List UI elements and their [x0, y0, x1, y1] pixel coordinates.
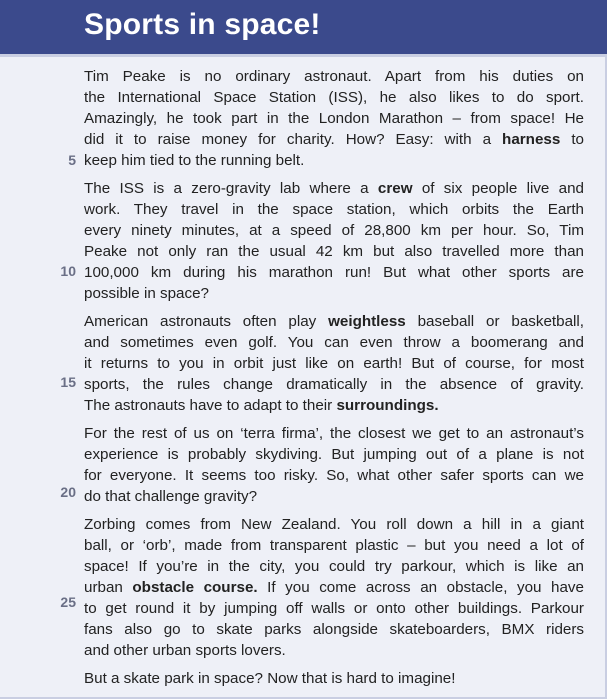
text-line [84, 619, 584, 640]
article-body [84, 66, 584, 696]
line-number: 25 [60, 594, 76, 610]
text-run: urban [84, 579, 133, 596]
text-line [84, 283, 584, 304]
text-line [84, 129, 584, 150]
text-line [84, 598, 584, 619]
text-line [84, 87, 584, 108]
text-line [84, 465, 584, 486]
text-run: The ISS is a zero-gravity lab where a [84, 180, 378, 197]
text-run: keep him tied to the running belt. [84, 152, 305, 169]
text-line [84, 395, 584, 416]
text-run: 100,000 km during his marathon run! But what other sports are [84, 264, 584, 281]
text-line [84, 108, 584, 129]
text-line [84, 556, 584, 577]
text-run: fans also go to skate parks alongside skateboarders, BMX riders [84, 621, 584, 638]
paragraph [84, 423, 584, 507]
text-run: possible in space? [84, 285, 209, 302]
paragraph [84, 311, 584, 416]
text-run: The astronauts have to adapt to their [84, 397, 337, 414]
text-line [84, 66, 584, 87]
text-line [84, 444, 584, 465]
paragraph [84, 178, 584, 304]
text-run: sports, the rules change dramatically in the absence of gravity. [84, 376, 584, 393]
text-line [84, 640, 584, 661]
title-banner [0, 0, 607, 57]
text-run: did it to raise money for charity. How? Easy: with a [84, 131, 503, 148]
text-line [84, 353, 584, 374]
text-line [84, 241, 584, 262]
text-line [84, 332, 584, 353]
text-line [84, 423, 584, 444]
text-line [84, 178, 584, 199]
text-run: Tim Peake is no ordinary astronaut. Apart from his duties on [84, 68, 584, 85]
text-run: work. They travel in the space station, which orbits the Earth [84, 201, 584, 218]
line-number: 20 [60, 484, 76, 500]
text-run: space! If you’re in the city, you could try parkour, which is like an [84, 558, 584, 575]
text-line [84, 668, 584, 689]
text-run: every ninety minutes, at a speed of 28,800 km per hour. So, Tim [84, 222, 584, 239]
text-run: and other urban sports lovers. [84, 642, 286, 659]
text-run: experience is probably skydiving. But jumping out of a plane is not [84, 446, 584, 463]
text-run: ball, or ‘orb’, made from transparent plastic – but you need a lot of [84, 537, 584, 554]
text-run: do that challenge gravity? [84, 488, 258, 505]
bold-keyword: surroundings. [336, 397, 439, 414]
bold-keyword: weightless [328, 313, 406, 330]
text-line [84, 220, 584, 241]
text-line [84, 577, 584, 598]
text-line [84, 514, 584, 535]
text-run: to get round it by jumping off walls or onto other buildings. Parkour [84, 600, 584, 617]
text-line [84, 262, 584, 283]
text-line [84, 374, 584, 395]
text-run: for everyone. It seems too risky. So, what other safer sports can we [84, 467, 584, 484]
page-title: Sports in space! [84, 8, 321, 41]
text-run: For the rest of us on ‘terra firma’, the closest we get to an astronaut’s [84, 425, 584, 442]
paragraph [84, 668, 584, 689]
text-line [84, 150, 584, 171]
bold-keyword: crew [377, 180, 413, 197]
text-run: it returns to you in orbit just like on earth! But of course, for most [84, 355, 584, 372]
text-run: Peake not only ran the usual 42 km but also travelled more than [84, 243, 584, 260]
text-run: and sometimes even golf. You can even throw a boomerang and [84, 334, 584, 351]
text-run: the International Space Station (ISS), he also likes to do sport. [84, 89, 584, 106]
text-line [84, 535, 584, 556]
bold-keyword: harness [502, 131, 561, 148]
text-run: Zorbing comes from New Zealand. You roll down a hill in a giant [84, 516, 584, 533]
paragraph [84, 66, 584, 171]
line-number: 5 [68, 152, 76, 168]
text-run: baseball or basketball, [405, 313, 584, 330]
line-number: 10 [60, 263, 76, 279]
text-run: of six people live and [412, 180, 585, 197]
text-line [84, 311, 584, 332]
bold-keyword: obstacle course. [132, 579, 258, 596]
text-line [84, 486, 584, 507]
paragraph [84, 514, 584, 661]
text-run: But a skate park in space? Now that is hard to imagine! [84, 670, 456, 687]
text-run: If you come across an obstacle, you have [257, 579, 584, 596]
line-number: 15 [60, 374, 76, 390]
text-line [84, 199, 584, 220]
text-run: Amazingly, he took part in the London Marathon – from space! He [84, 110, 584, 127]
text-run: to [560, 131, 584, 148]
text-run: American astronauts often play [84, 313, 329, 330]
